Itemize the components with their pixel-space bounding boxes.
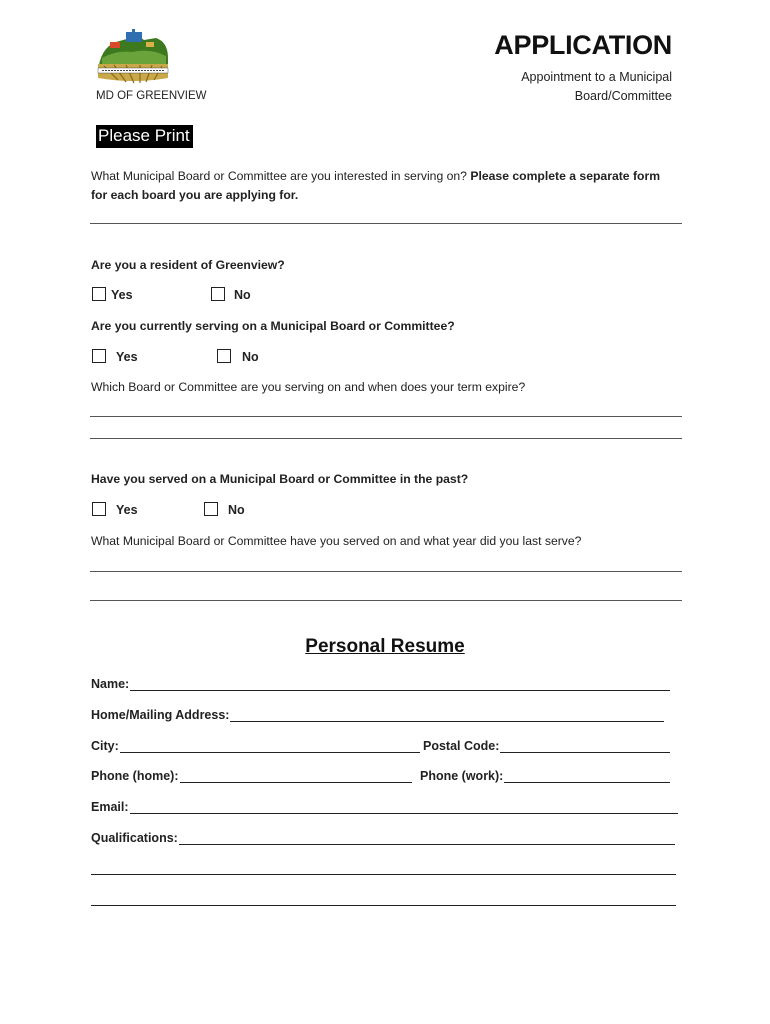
intro-instruction: Please complete a separate form for each board you are applying for. (91, 169, 661, 202)
resident-yes-checkbox[interactable] (92, 287, 106, 301)
serving-yes-checkbox[interactable] (92, 349, 106, 363)
qualifications-label: Qualifications: (91, 831, 178, 845)
phone-home-field[interactable] (91, 769, 412, 783)
serving-no-label: No (242, 350, 259, 364)
serving-question: Are you currently serving on a Municipal Board or Committee? (91, 319, 455, 333)
qualifications-line-2[interactable] (91, 874, 676, 875)
org-name: MD OF GREENVIEW (96, 90, 207, 102)
serving-no-checkbox[interactable] (217, 349, 231, 363)
email-label: Email: (91, 800, 129, 814)
greenview-logo (96, 28, 170, 86)
phone-work-field[interactable] (420, 769, 670, 783)
past-no-checkbox[interactable] (204, 502, 218, 516)
past-no-label: No (228, 503, 245, 517)
subtitle-line-1: Appointment to a Municipal (521, 70, 672, 84)
name-label: Name: (91, 677, 130, 691)
serving-yes-label: Yes (116, 350, 138, 364)
postal-input-line[interactable] (500, 740, 670, 753)
qualifications-input-line[interactable] (179, 832, 675, 845)
answer-line[interactable] (90, 223, 682, 224)
email-input-line[interactable] (130, 801, 678, 814)
page-subtitle (521, 68, 672, 106)
past-yes-label: Yes (116, 503, 138, 517)
resident-question: Are you a resident of Greenview? (91, 258, 285, 272)
email-field[interactable] (91, 800, 678, 814)
past-question: Have you served on a Municipal Board or Committee in the past? (91, 472, 469, 486)
city-label: City: (91, 739, 119, 753)
qualifications-field[interactable] (91, 831, 675, 845)
resident-yes-label: Yes (111, 288, 133, 302)
phone-work-label: Phone (work): (420, 769, 504, 783)
intro-question (91, 167, 671, 205)
section-heading-text: Personal Resume (305, 636, 465, 657)
postal-label: Postal Code: (423, 739, 500, 753)
page-title: APPLICATION (494, 30, 672, 60)
resident-no-label: No (234, 288, 251, 302)
serving-followup: Which Board or Committee are you serving on and when does your term expire? (91, 380, 526, 394)
city-input-line[interactable] (120, 740, 420, 753)
resident-no-checkbox[interactable] (211, 287, 225, 301)
phone-work-input-line[interactable] (504, 770, 670, 783)
section-heading (0, 636, 770, 658)
please-print-badge: Please Print (96, 125, 193, 148)
past-answer-line-2[interactable] (90, 600, 682, 601)
subtitle-line-2: Board/Committee (574, 89, 672, 103)
past-yes-checkbox[interactable] (92, 502, 106, 516)
phone-home-input-line[interactable] (180, 770, 412, 783)
address-input-line[interactable] (230, 709, 664, 722)
past-answer-line-1[interactable] (90, 571, 682, 572)
intro-question-text: What Municipal Board or Committee are you interested in serving on? (91, 169, 467, 183)
name-field[interactable] (91, 677, 670, 691)
address-label: Home/Mailing Address: (91, 708, 230, 722)
serving-answer-line-2[interactable] (90, 438, 682, 439)
postal-field[interactable] (423, 739, 670, 753)
address-field[interactable] (91, 708, 664, 722)
qualifications-line-3[interactable] (91, 905, 676, 906)
phone-home-label: Phone (home): (91, 769, 179, 783)
city-field[interactable] (91, 739, 420, 753)
past-followup: What Municipal Board or Committee have you served on and what year did you last serve? (91, 534, 582, 548)
serving-answer-line-1[interactable] (90, 416, 682, 417)
name-input-line[interactable] (130, 678, 670, 691)
